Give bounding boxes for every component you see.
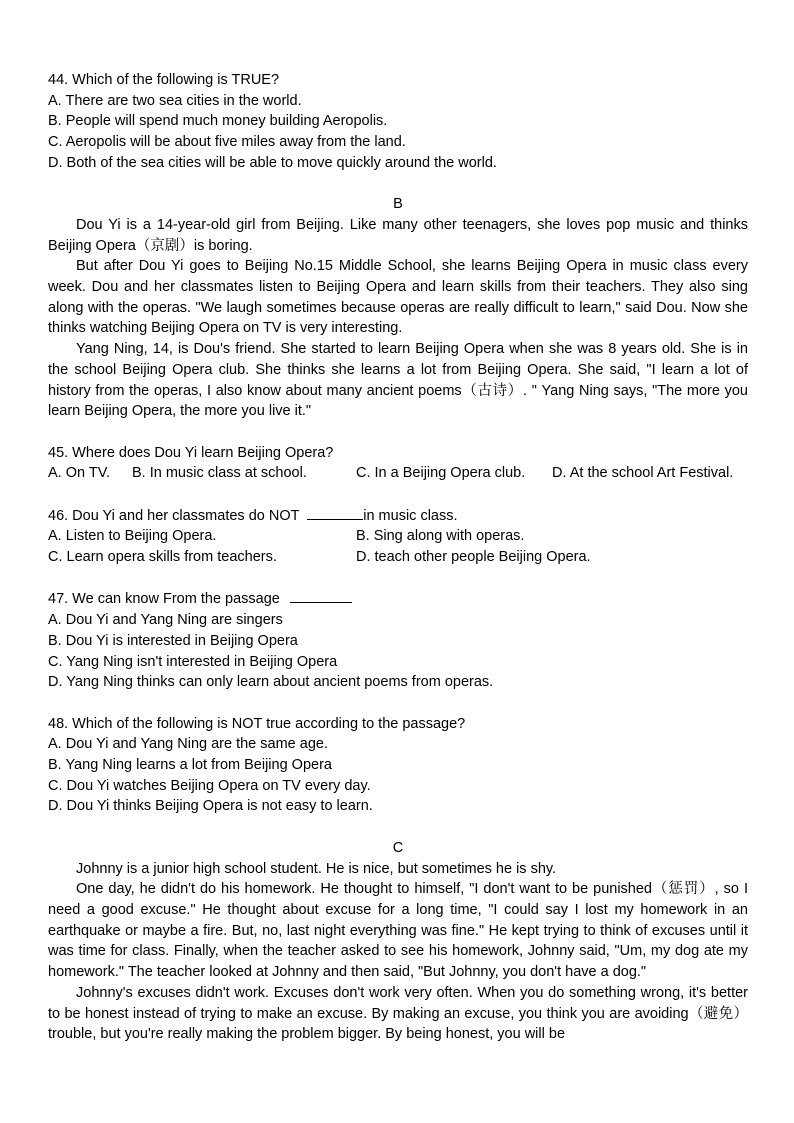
question-45-stem: 45. Where does Dou Yi learn Beijing Opera? (48, 444, 334, 461)
answer-blank (307, 505, 363, 520)
question-45-option-d: D. At the school Art Festival. (552, 465, 734, 482)
question-48 (48, 714, 748, 818)
question-47-option-a: A. Dou Yi and Yang Ning are singers (48, 612, 283, 629)
question-48-stem: 48. Which of the following is NOT true according to the passage? (48, 715, 466, 732)
question-46-stem-tail: in music class. (363, 507, 458, 524)
question-47-option-c: C. Yang Ning isn't interested in Beijing Opera (48, 653, 338, 670)
spacer (48, 568, 748, 589)
passage-b (48, 194, 748, 422)
question-48-option-a: A. Dou Yi and Yang Ning are the same age. (48, 736, 328, 753)
question-46 (48, 505, 748, 568)
passage-c-paragraph-2: One day, he didn't do his homework. He thought to himself, "I don't want to be punished（惩罚）, so I need a good excuse." He thought about excuse for a long time, "I could say I lost my homework in an earthquake or maybe a fire. But, no, last night everything was fine." He kept trying to think of excuses until it was time for class. Finally, when the teacher asked to see his homework, Johnny said, "Um, my dog ate my homework." The teacher looked at Johnny and then said, "But Johnny, you don't have a dog." (48, 881, 748, 981)
passage-b-paragraph-1: Dou Yi is a 14-year-old girl from Beijing. Like many other teenagers, she loves pop music and thinks Beijing Opera（京剧）is boring. (48, 216, 748, 254)
passage-b-title: B (393, 196, 403, 213)
question-46-option-b: B. Sing along with operas. (356, 528, 525, 545)
question-45-option-b: B. In music class at school. (132, 465, 307, 482)
passage-c-paragraph-3: Johnny's excuses didn't work. Excuses don't work very often. When you do something wrong, it's better to be honest instead of trying to make an excuse. By making an excuse, you think you are avoiding（避免）trouble, but you're really making the problem bigger. By being honest, you will be (48, 984, 748, 1043)
answer-blank (290, 588, 352, 603)
spacer (48, 484, 748, 505)
question-47-stem-line (48, 588, 748, 610)
question-45 (48, 443, 748, 484)
question-47 (48, 588, 748, 693)
question-45-options (48, 463, 748, 484)
question-48-option-c: C. Dou Yi watches Beijing Opera on TV every day. (48, 777, 371, 794)
spacer (48, 422, 748, 443)
question-44-option-d: D. Both of the sea cities will be able to move quickly around the world. (48, 154, 497, 171)
question-44-option-a: A. There are two sea cities in the world. (48, 92, 302, 109)
question-48-option-d: D. Dou Yi thinks Beijing Opera is not easy to learn. (48, 798, 373, 815)
question-46-options-row-2 (48, 547, 748, 568)
question-46-stem: 46. Dou Yi and her classmates do NOT (48, 507, 300, 524)
passage-c-title: C (392, 839, 404, 856)
question-46-option-a: A. Listen to Beijing Opera. (48, 528, 217, 545)
question-44 (48, 70, 748, 174)
question-48-option-b: B. Yang Ning learns a lot from Beijing Opera (48, 757, 332, 774)
question-46-option-d: D. teach other people Beijing Opera. (356, 549, 591, 566)
spacer (48, 817, 748, 838)
passage-c-paragraph-1: Johnny is a junior high school student. He is nice, but sometimes he is shy. (76, 860, 557, 877)
question-47-option-d: D. Yang Ning thinks can only learn about ancient poems from operas. (48, 674, 494, 691)
question-44-option-b: B. People will spend much money building Aeropolis. (48, 113, 388, 130)
spacer (48, 174, 748, 195)
question-44-option-c: C. Aeropolis will be about five miles away from the land. (48, 134, 406, 151)
question-47-option-b: B. Dou Yi is interested in Beijing Opera (48, 632, 298, 649)
question-47-stem: 47. We can know From the passage (48, 591, 280, 608)
exam-page (48, 70, 748, 1045)
question-46-option-c: C. Learn opera skills from teachers. (48, 549, 277, 566)
question-46-stem-line (48, 505, 748, 527)
spacer (48, 693, 748, 714)
question-46-options-row-1 (48, 526, 748, 547)
passage-b-paragraph-2: But after Dou Yi goes to Beijing No.15 Middle School, she learns Beijing Opera in music class every week. Dou and her classmates listen to Beijing Opera and learn skills from their teachers. They also sing along with the operas. "We laugh sometimes because operas are really difficult to learn," said Dou. Now she thinks watching Beijing Opera on TV is very interesting. (48, 258, 748, 337)
question-45-option-c: C. In a Beijing Opera club. (356, 465, 526, 482)
passage-c (48, 838, 748, 1045)
passage-b-paragraph-3: Yang Ning, 14, is Dou's friend. She started to learn Beijing Opera when she was 8 years old. She is in the school Beijing Opera club. She thinks she learns a lot from Beijing Opera. She said, "I learn a lot of history from the operas, I also know about many ancient poems（古诗）. " Yang Ning says, "The more you learn Beijing Opera, the more you live it." (48, 341, 748, 420)
question-44-stem: 44. Which of the following is TRUE? (48, 72, 280, 88)
question-45-option-a: A. On TV. (48, 465, 111, 482)
